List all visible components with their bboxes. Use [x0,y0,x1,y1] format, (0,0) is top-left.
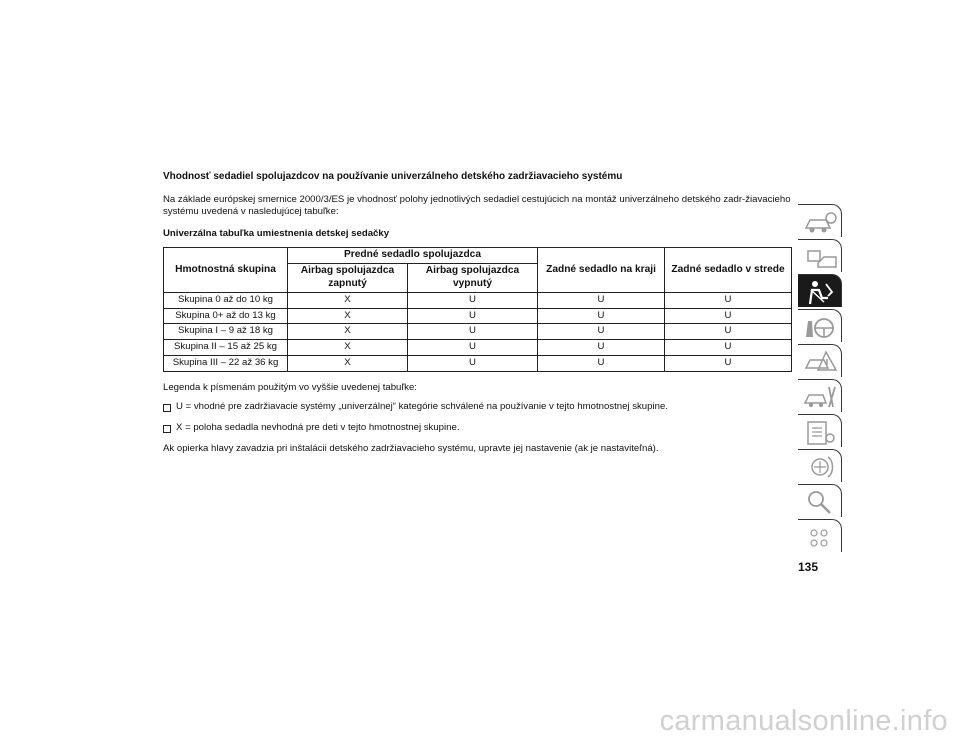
table-cell: U [665,324,792,340]
headrest-note: Ak opierka hlavy zavadzia pri inštalácii detského zadržiavacieho systému, upravte jej nastavenie (ak je nastaviteľná). [163,443,659,455]
table-row [164,324,792,340]
table-cell-group: Skupina I – 9 až 18 kg [164,324,288,340]
table-cell-group: Skupina 0+ až do 13 kg [164,308,288,324]
car-service-icon [802,383,838,411]
checkbox-square-icon [163,425,171,433]
document-content [163,170,791,465]
table-cell: U [408,356,538,372]
car-dashboard-icon [802,208,838,236]
header-airbag-off: Airbag spolujazdca vypnutý [408,264,538,293]
tab-specifications[interactable] [798,414,842,447]
table-cell: X [288,356,408,372]
table-cell-group: Skupina III – 22 až 36 kg [164,356,288,372]
table-cell: U [665,356,792,372]
table-cell: U [408,308,538,324]
table-cell-group: Skupina 0 až do 10 kg [164,292,288,308]
table-cell: U [538,340,665,356]
tab-emergency[interactable] [798,344,842,377]
steering-wheel-icon [802,313,838,341]
table-cell: U [538,292,665,308]
tab-safety[interactable] [798,274,842,307]
legend-item-u [163,401,791,414]
specifications-list-icon [802,418,838,446]
child-seat-table [163,247,792,372]
table-cell: X [288,340,408,356]
tab-search[interactable] [798,484,842,517]
table-row [164,292,792,308]
legend-item-x [163,422,791,435]
table-cell: U [665,308,792,324]
header-airbag-on: Airbag spolujazdca zapnutý [288,264,408,293]
tab-multimedia[interactable] [798,449,842,482]
warning-lights-icon [802,243,838,271]
table-row [164,308,792,324]
tab-service[interactable] [798,379,842,412]
legend-text-x: X = poloha sedadla nevhodná pre deti v tejto hmotnostnej skupine. [176,422,460,434]
emergency-car-icon [802,348,838,376]
tab-dashboard[interactable] [798,204,842,237]
table-cell: X [288,324,408,340]
table-cell: U [408,324,538,340]
tab-driving[interactable] [798,309,842,342]
table-cell: U [665,292,792,308]
watermark: carmanualsonline.info [659,705,948,737]
table-cell: U [408,292,538,308]
section-title: Vhodnosť sedadiel spolujazdcov na používanie univerzálneho detského zadržiavacieho systému [163,171,623,182]
header-rear-center: Zadné sedadlo v strede [665,248,792,292]
page-number: 135 [798,560,819,574]
table-cell: X [288,292,408,308]
table-row [164,340,792,356]
table-cell-group: Skupina II – 15 až 25 kg [164,340,288,356]
checkbox-square-icon [163,404,171,412]
table-cell: U [665,340,792,356]
table-row [164,356,792,372]
legend-intro: Legenda k písmenám použitým vo vyššie uvedenej tabuľke: [163,382,417,394]
table-cell: U [538,324,665,340]
table-cell: U [538,356,665,372]
tab-index[interactable] [798,519,842,552]
legend-text-u: U = vhodné pre zadržiavacie systémy „univerzálnej“ kategórie schválené na používanie v tejto hmotnostnej skupine. [176,401,668,413]
header-rear-side: Zadné sedadlo na kraji [538,248,665,292]
table-cell: U [538,308,665,324]
chapter-tabs [798,204,842,554]
header-front-seat: Predné sedadlo spolujazdca [288,248,538,264]
search-index-icon [802,488,838,516]
header-weight-group: Hmotnostná skupina [164,248,288,292]
table-title: Univerzálna tabuľka umiestnenia detskej sedačky [163,228,390,240]
multimedia-icon [802,453,838,481]
intro-paragraph: Na základe európskej smernice 2000/3/ES je vhodnosť polohy jednotlivých sedadiel cestujúcich na montáž univerzálneho detského zadr-žiavacieho systému uvedená v nasledujúcej tabuľke: [163,193,791,218]
seatbelt-safety-icon [802,278,838,306]
table-cell: U [408,340,538,356]
tab-warning-lights[interactable] [798,239,842,272]
table-cell: X [288,308,408,324]
language-index-icon [802,523,838,551]
